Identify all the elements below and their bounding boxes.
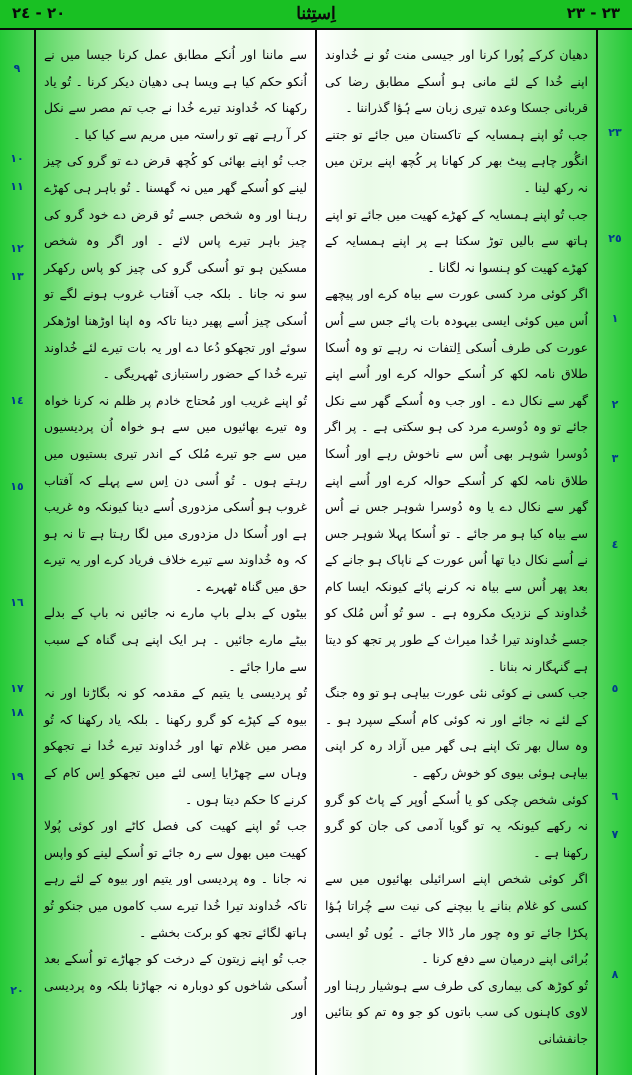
left-column-paragraph: تُو پردیسی یا یتیم کے مقدمہ کو نہ بگاڑنا اور نہ بیوہ کے کپڑے کو گرو رکھنا ۔ بلکہ یاد رکھنا کہ تُو مصر میں غلام تھا اور خُداوند تیرے خُدا نے تجھکو وہاں سے چھڑایا اِسی لئے میں تجھکو اِس کام کے کرنے کا حکم دیتا ہوں ۔ (44, 685, 307, 807)
right-text-column (317, 30, 596, 1075)
right-column-paragraph: اگر کوئی شخص اپنے اسرائیلی بھائیوں میں سے کسی کو غلام بنانے یا بیچنے کی نیت سے چُراتا ہُؤا پکڑا جائے تو وہ چور مار ڈالا جائے ۔ یُوں تُو ایسی بُرائی اپنے درمیان سے دفع کرنا ۔ (325, 871, 588, 967)
left-verse-number: ١٦ (10, 596, 24, 609)
left-verse-number: ١٩ (10, 770, 24, 783)
left-column-paragraph: جب تُو اپنے کھیت کی فصل کاٹے اور کوئی پُولا کھیت میں بھول سے رہ جائے تو اُسکے لینے کو واپس نہ جانا ۔ وہ پردیسی اور یتیم اور بیوہ کے لئے رہے تاکہ خُداوند تیرا خُدا تیرے سب کاموں میں جنکو تُو ہاتھ لگائے تجھ کو برکت بخشے ۔ (44, 818, 307, 940)
left-verse-number: ١٢ (10, 242, 24, 255)
right-column-paragraph: جب کسی نے کوئی نئی عورت بیاہی ہو تو وہ جنگ کے لئے نہ جائے اور نہ کوئی کام اُسکے سپرد ہو ۔ وہ سال بھر تک اپنے ہی گھر میں آزاد رہ کر اپنی بیاہی ہوئی بیوی کو خوش رکھے ۔ (325, 685, 588, 781)
left-verse-number: ١٨ (10, 706, 24, 719)
right-column-paragraph: دھیان کرکے پُورا کرنا اور جیسی منت تُو نے خُداوند اپنے خُدا کے لئے مانی ہو اُسکے مطابق رضا کی قربانی جسکا وعدہ تیری زبان سے ہُؤا گذراننا ۔ (325, 47, 588, 116)
right-column-paragraph: جب تُو اپنے ہمسایہ کے تاکستان میں جائے تو جتنے انگُور چاہے پیٹ بھر کر کھانا پر کُچھ اپنے برتن میں نہ رکھ لینا ۔ (325, 126, 588, 195)
left-chapter-verse-ref: ٢٠ - ٢٤ (12, 4, 66, 22)
left-verse-number: ١٠ (10, 152, 24, 165)
left-verse-number: ١٥ (10, 480, 24, 493)
right-verse-number: ٤ (611, 538, 619, 551)
book-title: اِستِثنا (296, 4, 336, 24)
right-verse-number: ٨ (611, 968, 619, 981)
left-column-paragraph: جب تُو اپنے زیتون کے درخت کو جھاڑے تو اُسکے بعد اُسکی شاخوں کو دوبارہ نہ جھاڑنا بلکہ وہ پردیسی اور (44, 951, 307, 1020)
left-column-paragraph: بیٹوں کے بدلے باپ مارے نہ جائیں نہ باپ کے بدلے بیٹے مارے جائیں ۔ ہر ایک اپنے ہی گناہ کے سبب سے مارا جائے ۔ (44, 605, 307, 674)
left-column-paragraph: جب تُو اپنے بھائی کو کُچھ قرض دے تو گرو کی چیز لینے کو اُسکے گھر میں نہ گھسنا ۔ تُو باہر ہی کھڑے رہنا اور وہ شخص جسے تُو قرض دے خود گرو کی چیز باہر تیرے پاس لائے ۔ اور اگر وہ شخص مسکین ہو تو اُسکی گرو کی چیز کو پاس رکھکر سو نہ جانا ۔ بلکہ جب آفتاب غروب ہونے لگے تو اُسکی چیز اُسے پھیر دینا تاکہ وہ اپنا اوڑھنا اوڑھکر سوئے اور تجھکو دُعا دے اور یہ بات تیرے لئے خُداوند تیرے خُدا کے حضور راستبازی ٹھہریگی ۔ (44, 153, 307, 382)
right-verse-number: ٣ (611, 452, 619, 465)
left-text-column (36, 30, 315, 1075)
page-header (0, 0, 632, 30)
right-verse-number: ٢ (611, 398, 619, 411)
right-column-paragraph: اگر کوئی مرد کسی عورت سے بیاہ کرے اور پیچھے اُس میں کوئی ایسی بیہودہ بات پائے جس سے اُس عورت کی طرف اُسکی اِلتفات نہ رہے تو وہ اُسکا طلاق نامہ لکھ کر اُسکے حوالہ کرے اور اُسے اپنے گھر سے نکال دے ۔ اور جب وہ اُسکے گھر سے نکل جائے تو وہ دُوسرے مرد کی ہو سکتی ہے ۔ پر اگر دُوسرا شوہر بھی اُس سے ناخوش رہے اور اُسکا طلاق نامہ لکھ کر اُسکے حوالہ کرے اور اُسے اپنے گھر سے نکال دے یا وہ دُوسرا شوہر جس نے اُس سے بیاہ کیا ہو مر جائے ۔ تو اُسکا پہلا شوہر جس نے اُسے نکال دیا تھا اُس عورت کے ناپاک ہو جانے کے بعد پھر اُس سے بیاہ نہ کرنے پائے کیونکہ ایسا کام خُداوند کے نزدیک مکروہ ہے ۔ سو تُو اُس مُلک کو جسے خُداوند تیرا خُدا میراث کے طور پر تجھ کو دیتا ہے گنہگار نہ بنانا ۔ (325, 286, 588, 674)
right-verse-number: ٦ (611, 790, 619, 803)
left-verse-number: ١٤ (10, 394, 24, 407)
right-verse-number: ٢٥ (608, 232, 622, 245)
left-verse-number: ٢٠ (10, 984, 24, 997)
left-verse-number: ١١ (10, 180, 24, 193)
left-verse-number: ٩ (13, 62, 21, 75)
left-verse-number-column (0, 30, 34, 1075)
right-verse-number: ٢٣ (608, 126, 622, 139)
right-verse-number: ١ (611, 312, 619, 325)
right-verse-number: ٥ (611, 682, 619, 695)
left-column-paragraph: تُو اپنے غریب اور مُحتاج خادم پر ظلم نہ کرنا خواہ وہ تیرے بھائیوں میں سے ہو خواہ اُن پردیسیوں میں سے جو تیرے مُلک کے اندر تیری بستیوں میں رہتے ہوں ۔ تُو اُسی دن اِس سے پہلے کہ آفتاب غروب ہو اُسکی مزدوری اُسے دینا کیونکہ وہ غریب ہے اور اُسکا دل مزدوری میں لگا رہتا ہے تا نہ ہو کہ وہ خُداوند سے تیرے خلاف فریاد کرے اور یہ تیرے حق میں گناہ ٹھہرے ۔ (44, 392, 307, 594)
right-verse-number: ٧ (611, 828, 619, 841)
right-verse-number-column (598, 30, 632, 1075)
right-column-paragraph: تُو کوڑھ کی بیماری کی طرف سے ہوشیار رہنا اور لاوی کاہنوں کی سب باتوں کو جو وہ تم کو بتائیں جانفشانی (325, 977, 588, 1046)
right-column-paragraph: کوئی شخص چکی کو یا اُسکے اُوپر کے پاٹ کو گرو نہ رکھے کیونکہ یہ تو گویا آدمی کی جان کو گرو رکھنا ہے ۔ (325, 791, 588, 860)
left-column-paragraph: سے ماننا اور اُنکے مطابق عمل کرنا جیسا میں نے اُنکو حکم کیا ہے ویسا ہی دھیان دیکر کرنا ۔ تُو یاد رکھنا کہ خُداوند تیرے خُدا نے جب تم مصر سے نکل کر آ رہے تھے تو راستہ میں مریم سے کیا کیا ۔ (44, 47, 307, 142)
left-verse-number: ١٣ (10, 270, 24, 283)
left-verse-number: ١٧ (10, 682, 24, 695)
right-chapter-verse-ref: ٢٣ - ٢٣ (566, 4, 620, 22)
right-column-paragraph: جب تُو اپنے ہمسایہ کے کھڑے کھیت میں جائے تو اپنے ہاتھ سے بالیں توڑ سکتا ہے پر اپنے ہمسایہ کے کھڑے کھیت کو ہنسوا نہ لگانا ۔ (325, 206, 588, 275)
